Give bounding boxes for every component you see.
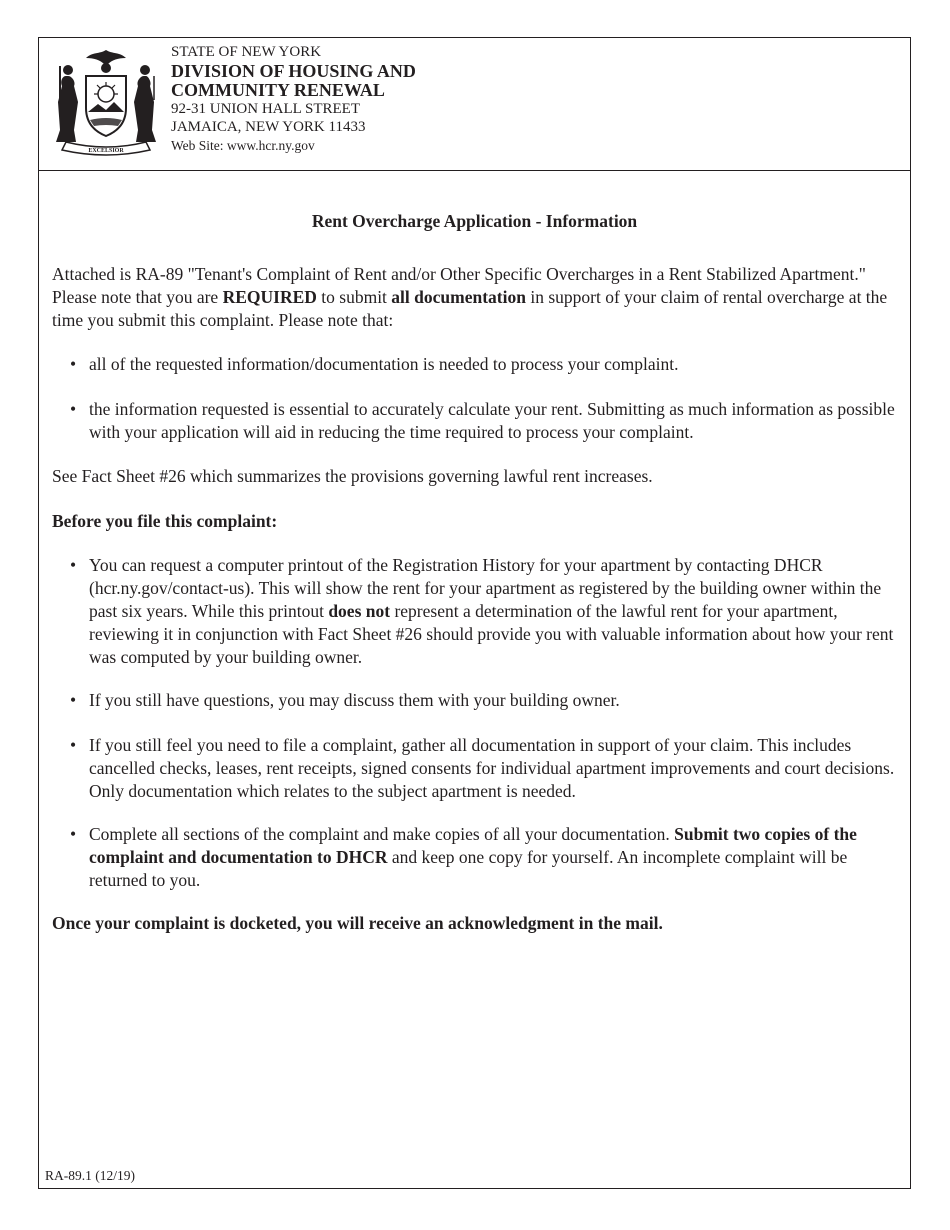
before-heading: Before you file this complaint: — [52, 511, 278, 531]
website: Web Site: www.hcr.ny.gov — [171, 137, 315, 153]
division-name-line2: COMMUNITY RENEWAL — [171, 79, 385, 100]
letterhead — [39, 38, 910, 171]
form-number: RA-89.1 (12/19) — [45, 1168, 135, 1183]
form-frame — [38, 37, 911, 1189]
intro-paragraph: Attached is RA-89 "Tenant's Complaint of Rent and/or Other Specific Overcharges in a Rent Stabilized Apartment." Please note that you are REQUIRED to submit all documentation in support of your claim of rental overcharge at the time you submit this complaint. Please note that: — [52, 264, 888, 330]
city-address: JAMAICA, NEW YORK 11433 — [171, 119, 366, 135]
agency-block — [171, 43, 416, 154]
step-item: • You can request a computer printout of the Registration History for your apartment by contacting DHCR (hcr.ny.gov/contact-us). This will show the rent for your apartment as registered by the building owner within the past six years. While this printout does not represent a determination of the lawful rent for your apartment, reviewing it in conjunction with Fact Sheet #26 should provide you with valuable information about how your rent was computed by your building owner. — [70, 555, 894, 667]
note-item: • all of the requested information/documentation is needed to process your complaint. — [70, 354, 679, 374]
division-name-line1: DIVISION OF HOUSING AND — [171, 60, 416, 81]
state-seal-icon — [52, 46, 160, 158]
step-item: • If you still have questions, you may discuss them with your building owner. — [70, 690, 620, 710]
street-address: 92-31 UNION HALL STREET — [171, 100, 361, 117]
step-item: • If you still feel you need to file a complaint, gather all documentation in support of your claim. This includes cancelled checks, leases, rent receipts, signed consents for individual apartment improvements and court decisions. Only documentation which relates to the subject apartment is needed. — [70, 735, 895, 801]
closing-statement: Once your complaint is docketed, you will receive an acknowledgment in the mail. — [52, 913, 663, 933]
note-item: • the information requested is essential to accurately calculate your rent. Submitting as much information as possible with your application will aid in reducing the time required to process your complaint. — [70, 399, 895, 442]
page-title: Rent Overcharge Application - Information — [311, 211, 638, 231]
state-name: STATE OF NEW YORK — [171, 44, 322, 60]
step-item: • Complete all sections of the complaint and make copies of all your documentation. Submit two copies of the complaint and documentation to DHCR and keep one copy for yourself. An incomplete complaint will be returned to you. — [70, 824, 857, 890]
fact-sheet-note: See Fact Sheet #26 which summarizes the provisions governing lawful rent increases. — [52, 466, 653, 486]
seal-banner-text: EXCELSIOR — [88, 148, 124, 154]
